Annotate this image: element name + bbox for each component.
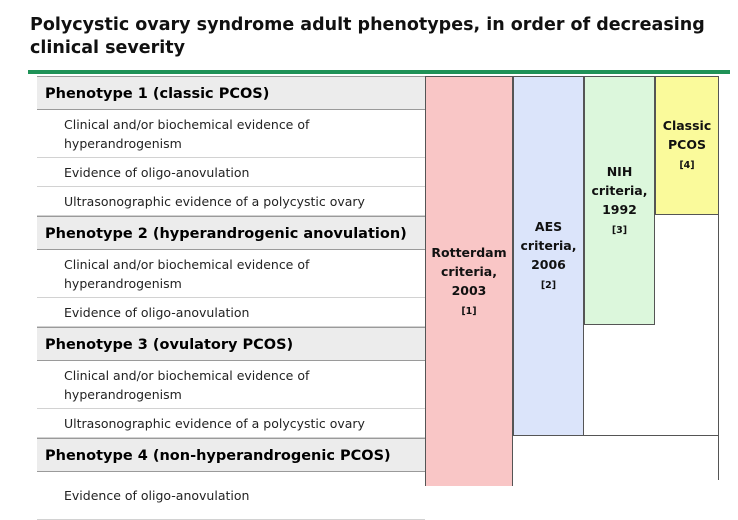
- column-outline: [718, 215, 719, 480]
- rotterdam-criteria-column: [425, 76, 513, 486]
- criterion-row: Ultrasonographic evidence of a polycystic ovary: [37, 409, 425, 438]
- criterion-row: Evidence of oligo-anovulation: [37, 298, 425, 327]
- aes-criteria-column: [513, 76, 584, 436]
- title-divider: [28, 70, 730, 74]
- column-label: Rotterdam criteria, 2003: [431, 244, 507, 298]
- phenotype-table: [37, 76, 425, 520]
- nih-criteria-column: [584, 76, 655, 325]
- column-reference: [2]: [540, 280, 557, 291]
- column-label: Classic PCOS: [662, 118, 712, 152]
- criterion-row: Clinical and/or biochemical evidence of hyperandrogenism: [37, 250, 425, 298]
- phenotype-header: Phenotype 3 (ovulatory PCOS): [37, 327, 425, 361]
- criterion-row: Clinical and/or biochemical evidence of hyperandrogenism: [37, 361, 425, 409]
- phenotype-header: Phenotype 4 (non-hyperandrogenic PCOS): [37, 438, 425, 472]
- criterion-row: Evidence of oligo-anovulation: [37, 472, 425, 520]
- criterion-row: Ultrasonographic evidence of a polycystic ovary: [37, 187, 425, 216]
- column-reference: [1]: [461, 305, 477, 317]
- column-outline: [584, 435, 719, 436]
- criterion-row: Clinical and/or biochemical evidence of hyperandrogenism: [37, 110, 425, 158]
- column-label: AES criteria, 2006: [520, 219, 577, 272]
- classic-pcos-column: [655, 76, 719, 215]
- criterion-row: Evidence of oligo-anovulation: [37, 158, 425, 187]
- phenotype-header: Phenotype 1 (classic PCOS): [37, 76, 425, 110]
- column-label: NIH criteria, 1992: [591, 163, 648, 217]
- column-reference: [4]: [679, 160, 695, 171]
- phenotype-header: Phenotype 2 (hyperandrogenic anovulation): [37, 216, 425, 250]
- column-reference: [3]: [611, 224, 628, 236]
- page-title: Polycystic ovary syndrome adult phenotypes, in order of decreasing clinical severity: [30, 15, 705, 58]
